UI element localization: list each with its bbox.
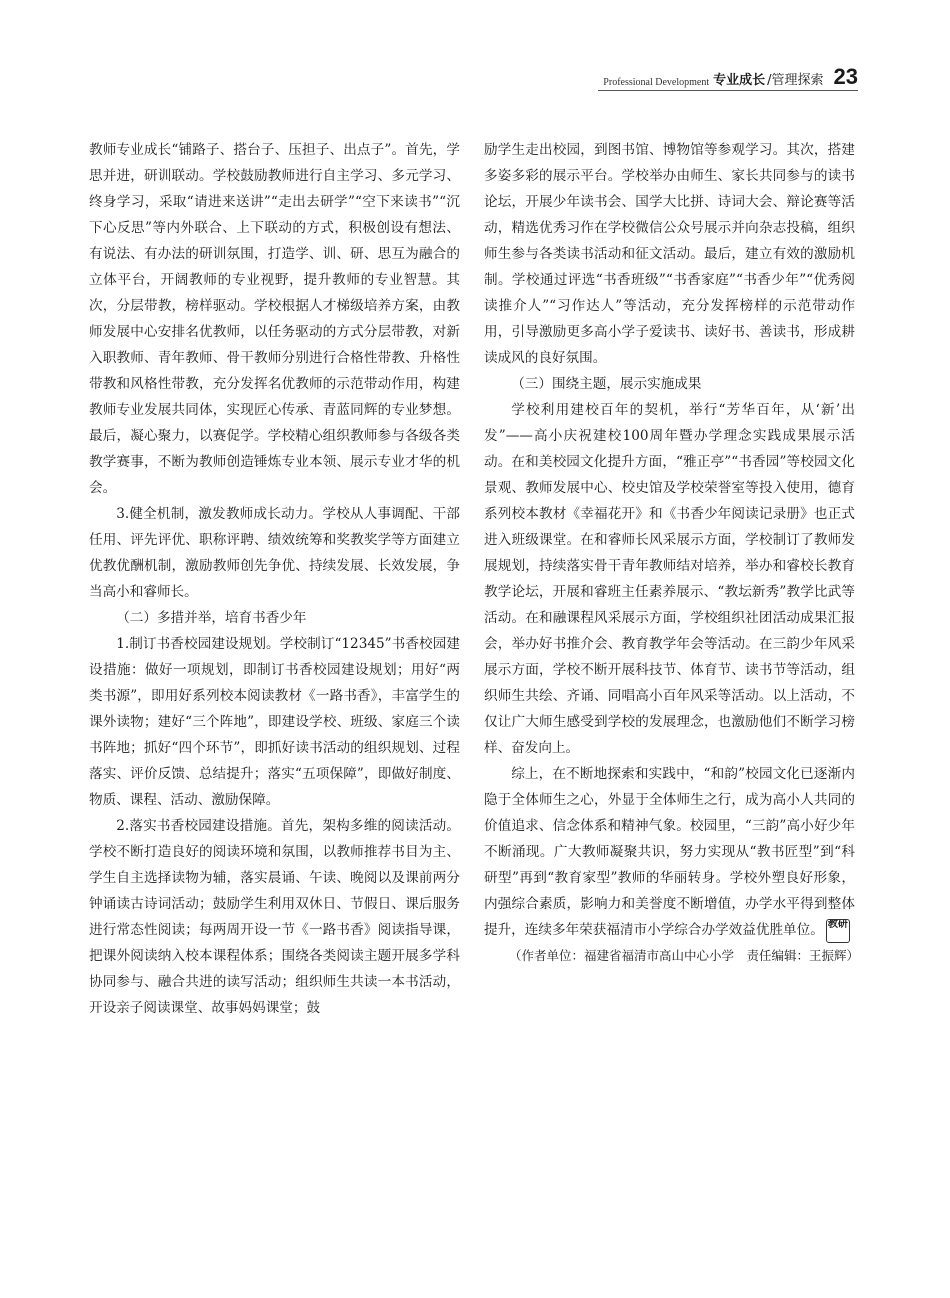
section-heading: （二）多措并举，培育书香少年	[116, 610, 307, 626]
journal-english-title: Professional Development	[603, 77, 710, 88]
page-number: 23	[833, 64, 858, 89]
section-heading: （三）围绕主题，展示实施成果	[511, 376, 702, 392]
paragraph: 学校利用建校百年的契机，举行“芳华百年，从‘新’出发”——高小庆祝建校100周年暨办学理念实践成果展示活动。在和美校园文化提升方面，“雅正亭”“书香园”等校园文化景观、教师发展中心、校史馆及学校荣誉室等投入使用，德育系列校本教材《幸福花开》和《书香少年阅读记录册》也正式进入班级课堂。在和睿师长风采展示方面，学校制订了教师发展规划，持续落实骨干青年教师结对培养，举办和睿校长教育教学论坛，开展和睿班主任素养展示、“教坛新秀”教学比武等活动。在和融课程风采展示方面，学校组织社团活动成果汇报会，举办好书推介会、教育教学年会等活动。在三韵少年风采展示方面，学校不断开展科技节、体育节、读书节等活动，组织师生共绘、齐诵、同唱高小百年风采等活动。以上活动，不仅让广大师生感受到学校的发展理念，也激励他们不断学习榜样、奋发向上。	[484, 402, 855, 756]
subsection-title: /管理探索	[767, 73, 824, 88]
closing-paragraph	[484, 761, 855, 943]
running-header	[598, 58, 858, 91]
paragraph: 1.制订书香校园建设规划。学校制订“12345”书香校园建设措施：做好一项规划，即制订书香校园建设规划；用好“两类书源”，即用好系列校本阅读教材《一路书香》，丰富学生的课外读物；建好“三个阵地”，即建设学校、班级、家庭三个读书阵地；抓好“四个环节”，即抓好读书活动的组织规划、过程落实、评价反馈、总结提升；落实“五项保障”，即做好制度、物质、课程、活动、激励保障。	[89, 636, 460, 808]
paragraph: 教师专业成长“铺路子、搭台子、压担子、出点子”。首先，学思并进，研训联动。学校鼓励教师进行自主学习、多元学习、终身学习，采取“请进来送讲”“走出去研学”“空下来读书”“沉下心反思”等内外联合、上下联动的方式，积极创设有想法、有说法、有办法的研训氛围，打造学、训、研、思互为融合的立体平台，开阔教师的专业视野，提升教师的专业智慧。其次，分层带教，榜样驱动。学校根据人才梯级培养方案，由教师发展中心安排名优教师，以任务驱动的方式分层带教，对新入职教师、青年教师、骨干教师分别进行合格性带教、升格性带教和风格性带教，充分发挥名优教师的示范带动作用，构建教师专业发展共同体，实现匠心传承、青蓝同辉的专业梦想。最后，凝心聚力，以赛促学。学校精心组织教师参与各级各类教学赛事，不断为教师创造锤炼专业本领、展示专业才华的机会。	[89, 142, 460, 496]
closing-text: 综上，在不断地探索和实践中，“和韵”校园文化已逐渐内隐于全体师生之心，外显于全体师生之行，成为高小人共同的价值追求、信念体系和精神气象。校园里，“三韵”高小好少年不断涌现。广大教师凝聚共识，努力实现从“教书匠型”到“科研型”再到“教育家型”教师的华丽转身。学校外塑良好形象，内强综合素质，影响力和美誉度不断增值，办学水平得到整体提升，连续多年荣获福清市小学综合办学效益优胜单位。	[484, 766, 855, 938]
end-seal-icon: 教研	[826, 919, 850, 943]
paragraph: 励学生走出校园，到图书馆、博物馆等参观学习。其次，搭建多姿多彩的展示平台。学校举办由师生、家长共同参与的读书论坛，开展少年读书会、国学大比拼、诗词大会、辩论赛等活动，精选优秀习作在学校微信公众号展示并向杂志投稿，组织师生参与各类读书活动和征文活动。最后，建立有效的激励机制。学校通过评选“书香班级”“书香家庭”“书香少年”“优秀阅读推介人”“习作达人”等活动，充分发挥榜样的示范带动作用，引导激励更多高小学子爱读书、读好书、善读书，形成耕读成风的良好氛围。	[484, 142, 855, 366]
left-column	[89, 137, 460, 1021]
paragraph: 2.落实书香校园建设措施。首先，架构多维的阅读活动。学校不断打造良好的阅读环境和氛围，以教师推荐书目为主、学生自主选择读物为辅，落实晨诵、午读、晚阅以及课前两分钟诵读古诗词活动；鼓励学生利用双休日、节假日、课后服务进行常态性阅读；每两周开设一节《一路书香》阅读指导课，把课外阅读纳入校本课程体系；围绕各类阅读主题开展多学科协同参与、融合共进的读写活动；组织师生共读一本书活动，开设亲子阅读课堂、故事妈妈课堂；鼓	[89, 818, 460, 1016]
author-note: （作者单位：福建省福清市高山中心小学 责任编辑：王振辉）	[509, 948, 860, 963]
paragraph: 3.健全机制，激发教师成长动力。学校从人事调配、干部任用、评先评优、职称评聘、绩效统筹和奖教奖学等方面建立优教优酬机制，激励教师创先争优、持续发展、长效发展，争当高小和睿师长。	[89, 506, 460, 600]
right-column	[484, 137, 860, 969]
section-title: 专业成长	[713, 73, 766, 88]
